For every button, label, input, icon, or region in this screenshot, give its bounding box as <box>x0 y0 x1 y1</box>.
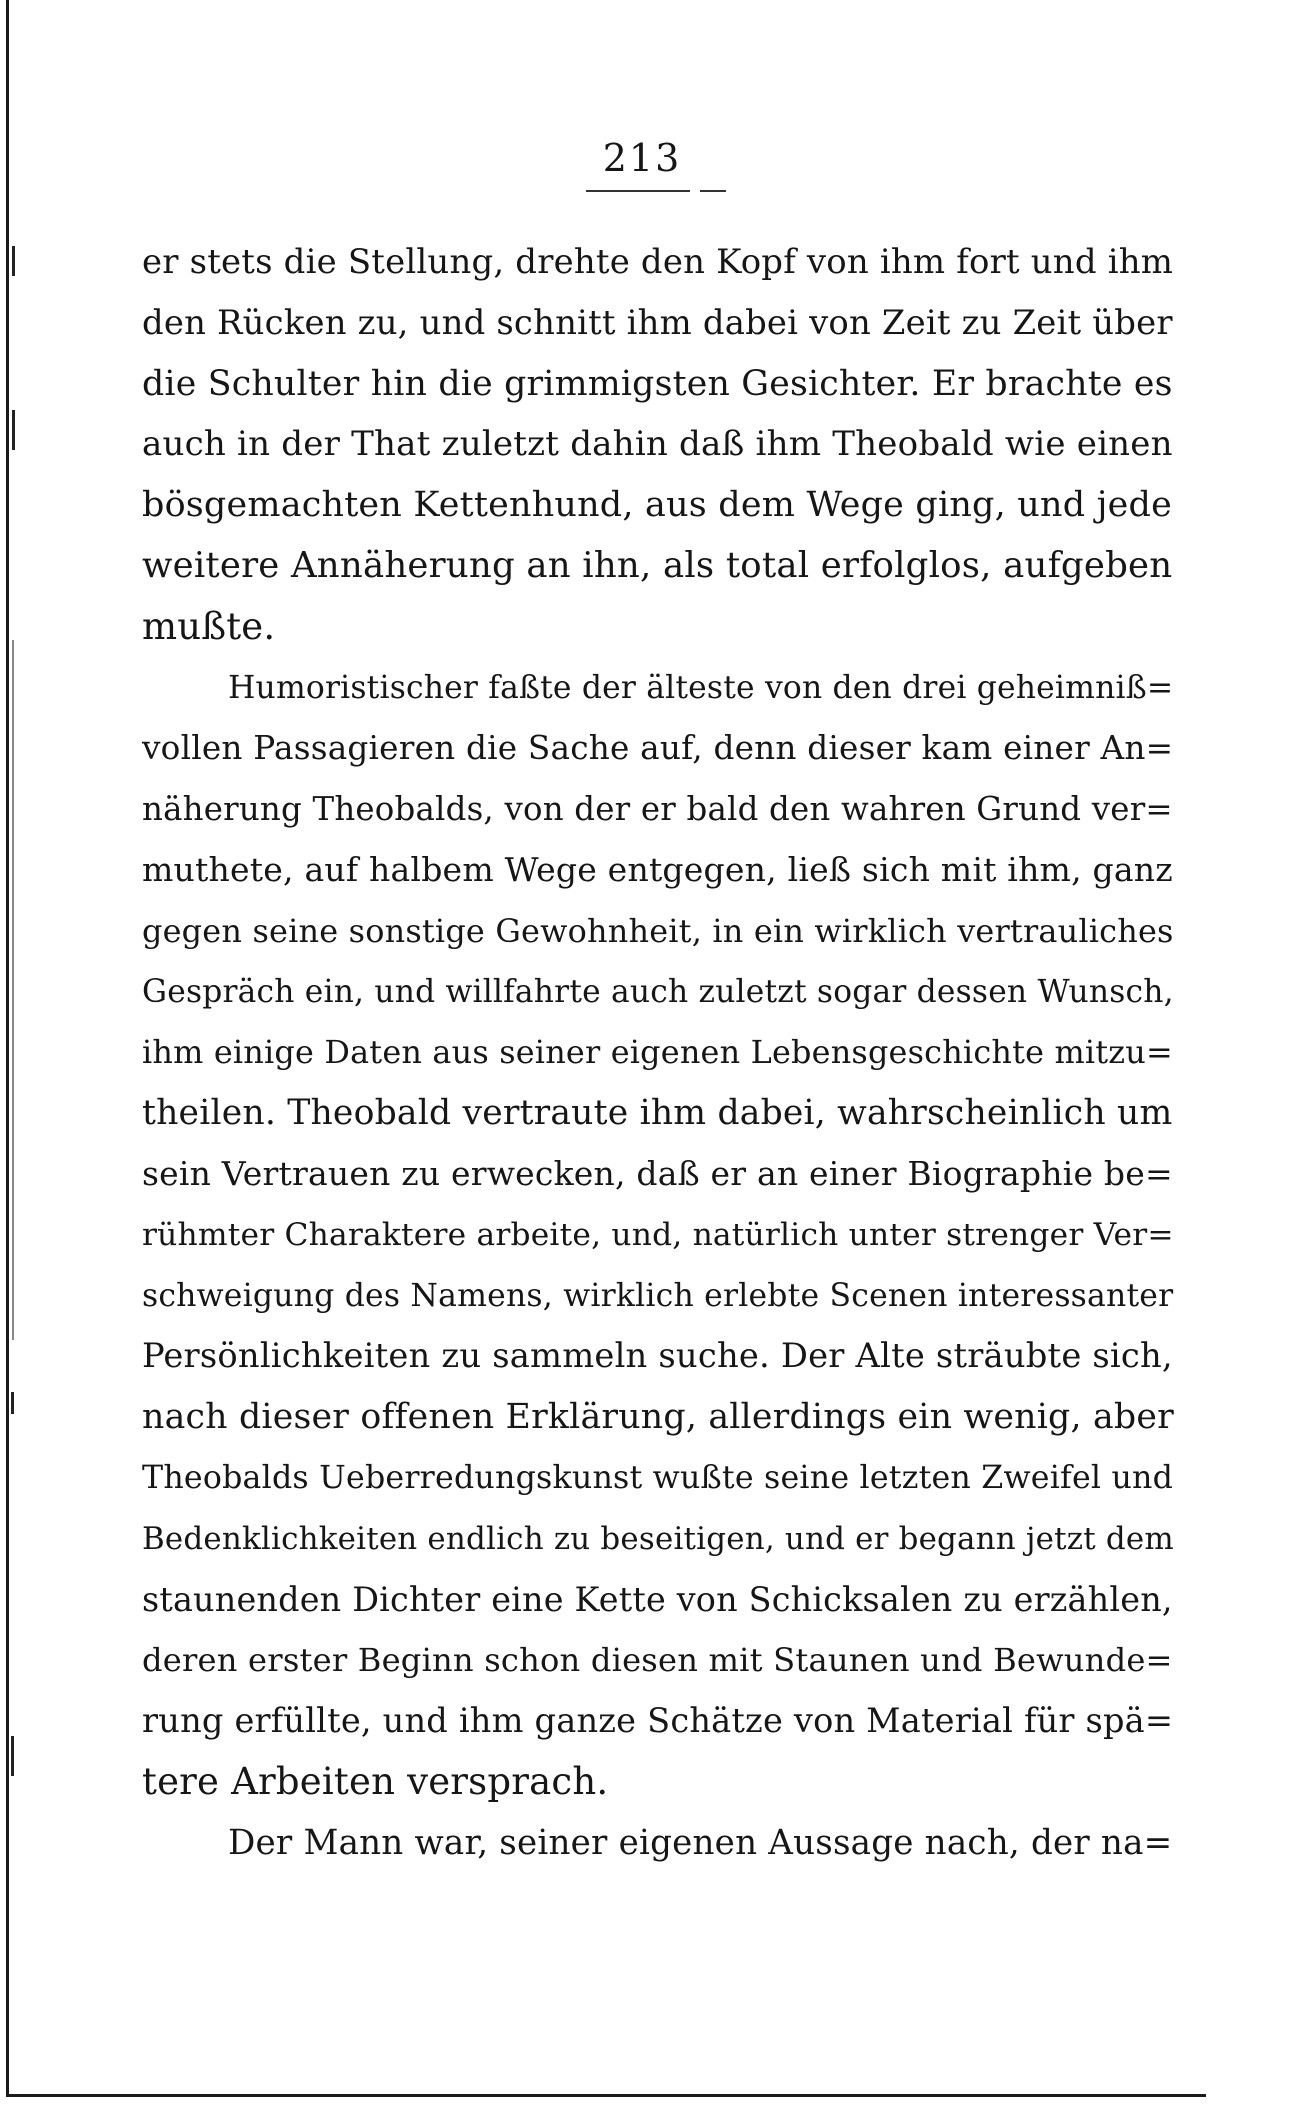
text-line: weitere Annäherung an ihn, als total erfolglos, aufgeben <box>142 544 1173 586</box>
text-line: Persönlichkeiten zu sammeln suche. Der Alte sträubte sich, <box>142 1336 1173 1376</box>
header-rule <box>586 190 690 192</box>
text-line: bösgemachten Kettenhund, aus dem Wege ging, und jede <box>142 485 1172 526</box>
text-line: schweigung des Namens, wirklich erlebte Scenen interessanter <box>142 1277 1174 1314</box>
text-line: gegen seine sonstige Gewohnheit, in ein wirklich vertrauliches <box>142 911 1174 950</box>
scan-gutter-line <box>6 0 9 2096</box>
text-line: tere Arbeiten versprach. <box>142 1759 609 1803</box>
text-line: vollen Passagieren die Sache auf, denn dieser kam einer An= <box>142 729 1174 768</box>
text-line: Humoristischer faßte der älteste von den drei geheimniß= <box>228 669 1174 706</box>
scan-bottom-edge <box>6 2094 1206 2097</box>
scan-speck <box>11 1392 14 1414</box>
text-line: sein Vertrauen zu erwecken, daß er an einer Biographie be= <box>142 1153 1173 1193</box>
text-line: deren erster Beginn schon diesen mit Staunen und Bewunde= <box>142 1641 1173 1680</box>
text-line: mußte. <box>142 604 276 648</box>
text-line: auch in der That zuletzt dahin daß ihm Theobald wie einen <box>142 424 1173 465</box>
text-line: rühmter Charaktere arbeite, und, natürlich unter strenger Ver= <box>142 1216 1174 1253</box>
text-line: staunenden Dichter eine Kette von Schicksalen zu erzählen, <box>142 1579 1173 1619</box>
text-line: muthete, auf halbem Wege entgegen, ließ sich mit ihm, ganz <box>142 849 1173 889</box>
scan-speck <box>12 410 15 450</box>
page-number: 213 <box>602 136 682 180</box>
text-line: nach dieser offenen Erklärung, allerdings ein wenig, aber <box>142 1397 1174 1438</box>
text-line: theilen. Theobald vertraute ihm dabei, wahrscheinlich um <box>142 1093 1173 1134</box>
text-line: näherung Theobalds, von der er bald den wahren Grund ver= <box>142 790 1173 829</box>
text-line: die Schulter hin die grimmigsten Gesichter. Er brachte es <box>142 363 1173 404</box>
text-line: den Rücken zu, und schnitt ihm dabei von Zeit zu Zeit über <box>142 302 1173 342</box>
header-rule <box>700 190 726 192</box>
text-line: Der Mann war, seiner eigenen Aussage nach, der na= <box>228 1822 1173 1863</box>
scan-speck <box>11 1736 14 1776</box>
text-line: ihm einige Daten aus seiner eigenen Lebensgeschichte mitzu= <box>142 1033 1173 1072</box>
body-text <box>142 232 1172 1874</box>
scan-speck <box>12 246 15 276</box>
scan-speck <box>12 640 14 1340</box>
text-line: er stets die Stellung, drehte den Kopf von ihm fort und ihm <box>142 242 1174 281</box>
text-line: Bedenklichkeiten endlich zu beseitigen, und er begann jetzt dem <box>142 1520 1174 1557</box>
text-line: Gespräch ein, und willfahrte auch zuletzt sogar dessen Wunsch, <box>142 973 1174 1010</box>
text-line: rung erfüllte, und ihm ganze Schätze von Material für spä= <box>142 1701 1174 1741</box>
text-line: Theobalds Ueberredungskunst wußte seine letzten Zweifel und <box>142 1459 1174 1496</box>
